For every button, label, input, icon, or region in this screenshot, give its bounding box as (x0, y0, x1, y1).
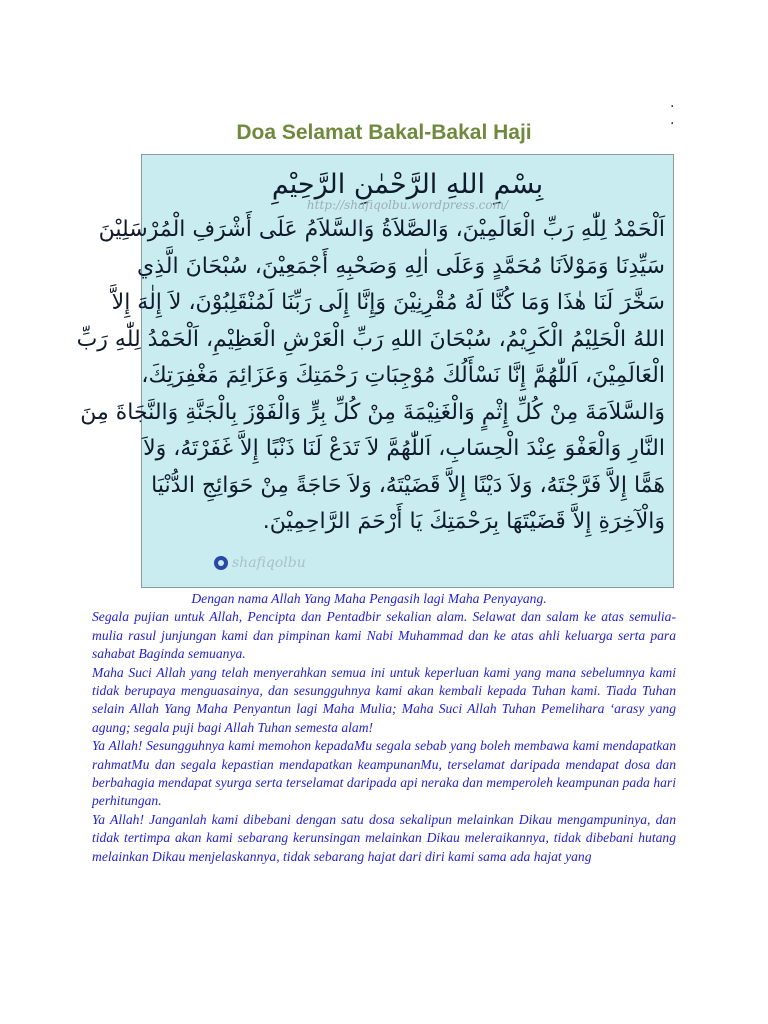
arabic-line: هَمًّا إِلاَّ فَرَّجْتَهُ، وَلاَ دَيْنًا إِلاَّ قَضَيْتَهُ، وَلاَ حَاجَةً مِنْ حَوَائِجِ الدُّنْيَا (151, 472, 665, 498)
arabic-line: الْعَالَمِيْنَ، اَللّٰهُمَّ إِنَّا نَسْأَلُكَ مُوْجِبَاتِ رَحْمَتِكَ وَعَزَائِمَ مَغْفِرَتِكَ، (141, 363, 665, 388)
dot-mark: . (670, 112, 675, 128)
arabic-line: النَّارِ وَالْعَفْوَ عِنْدَ الْحِسَابِ، اَللّٰهُمَّ لاَ تَدَعْ لَنَا ذَنْبًا إِلاَّ غَفَرْتَهُ، وَلاَ (143, 436, 665, 461)
translation-text (92, 590, 676, 866)
arabic-line: وَالْآخِرَةِ إِلاَّ قَضَيْتَهَا بِرَحْمَتِكَ يَا أَرْحَمَ الرَّاحِمِيْنَ. (262, 509, 665, 534)
page-title: Doa Selamat Bakal-Bakal Haji (236, 121, 532, 144)
arabic-doa-text (76, 217, 665, 546)
translation-opening: Dengan nama Allah Yang Maha Pengasih lagi Maha Penyayang. (191, 591, 547, 606)
translation-paragraph: Segala pujian untuk Allah, Pencipta dan Pentadbir sekalian alam. Selawat dan salam ke atas semulia-mulia rasul junjungan kami dan pimpinan kami Nabi Muhammad dan ke atas ahli keluarga serta para sahabat Baginda semuanya. (92, 609, 676, 662)
dot-mark: . (670, 95, 675, 111)
arabic-text-panel (76, 154, 674, 588)
arabic-line: وَالسَّلاَمَةَ مِنْ كُلِّ إِثْمٍ وَالْغَنِيْمَةَ مِنْ كُلِّ بِرٍّ وَالْفَوْزَ بِالْجَنَّةِ وَالنَّجَاةَ مِنَ (80, 399, 665, 425)
arabic-line: اللهُ الْحَلِيْمُ الْكَرِيْمُ، سُبْحَانَ اللهِ رَبِّ الْعَرْشِ الْعَظِيْمِ، اَلْحَمْدُ لِلّٰهِ رَبِّ (76, 326, 665, 352)
translation-paragraph: Ya Allah! Sesungguhnya kami memohon kepadaMu segala sebab yang boleh membawa kami mendapatkan rahmatMu dan segala kepastian mendapatkan keampunanMu, terselamat daripada mendapat dosa dan berbahagia mendapat syurga serta terselamat daripada api neraka dan memperoleh keampunan pada hari perhitungan. (92, 738, 676, 809)
watermark (214, 555, 306, 571)
arabic-line: سَيِّدِنَا وَمَوْلاَنَا مُحَمَّدٍ وَعَلَى اٰلِهِ وَصَحْبِهِ أَجْمَعِيْنَ، سُبْحَانَ الَّذِي (137, 253, 665, 279)
watermark-text: shafiqolbu (232, 555, 306, 571)
arabic-line: اَلْحَمْدُ لِلّٰهِ رَبِّ الْعَالَمِيْنَ، وَالصَّلاَةُ وَالسَّلاَمُ عَلَى أَشْرَفِ الْمُرْسَلِيْنَ (98, 217, 665, 242)
translation-paragraph: Ya Allah! Janganlah kami dibebani dengan satu dosa sekalipun melainkan Dikau mengampuninya, dan tidak tertimpa akan kami sebarang kerunsingan melainkan Dikau meleraikannya, tidak dibebani hutang melainkan Dikau menjelaskannya, tidak sebarang hajat dari diri kami sama ada hajat yang (92, 811, 676, 864)
translation-paragraph: Maha Suci Allah yang telah menyerahkan semua ini untuk keperluan kami yang mana sebelumnya kami tidak berupaya menguasainya, dan sesungguhnya kami akan kembali kepada Tuhan kami. Tiada Tuhan selain Allah Yang Maha Penyantun lagi Maha Mulia; Maha Suci Allah Tuhan Pemelihara ‘arasy yang agung; segala puji bagi Allah Tuhan semesta alam! (92, 664, 676, 735)
source-url: http://shafiqolbu.wordpress.com/ (306, 198, 509, 212)
logo-icon (214, 556, 228, 570)
arabic-line: سَخَّرَ لَنَا هٰذَا وَمَا كُنَّا لَهُ مُقْرِنِيْنَ وَإِنَّا إِلَى رَبِّنَا لَمُنْقَلِبُوْنَ، لاَ إِلٰهَ إِلاَّ (111, 290, 665, 315)
basmalah: بِسْمِ اللهِ الرَّحْمٰنِ الرَّحِيْمِ (271, 169, 544, 200)
